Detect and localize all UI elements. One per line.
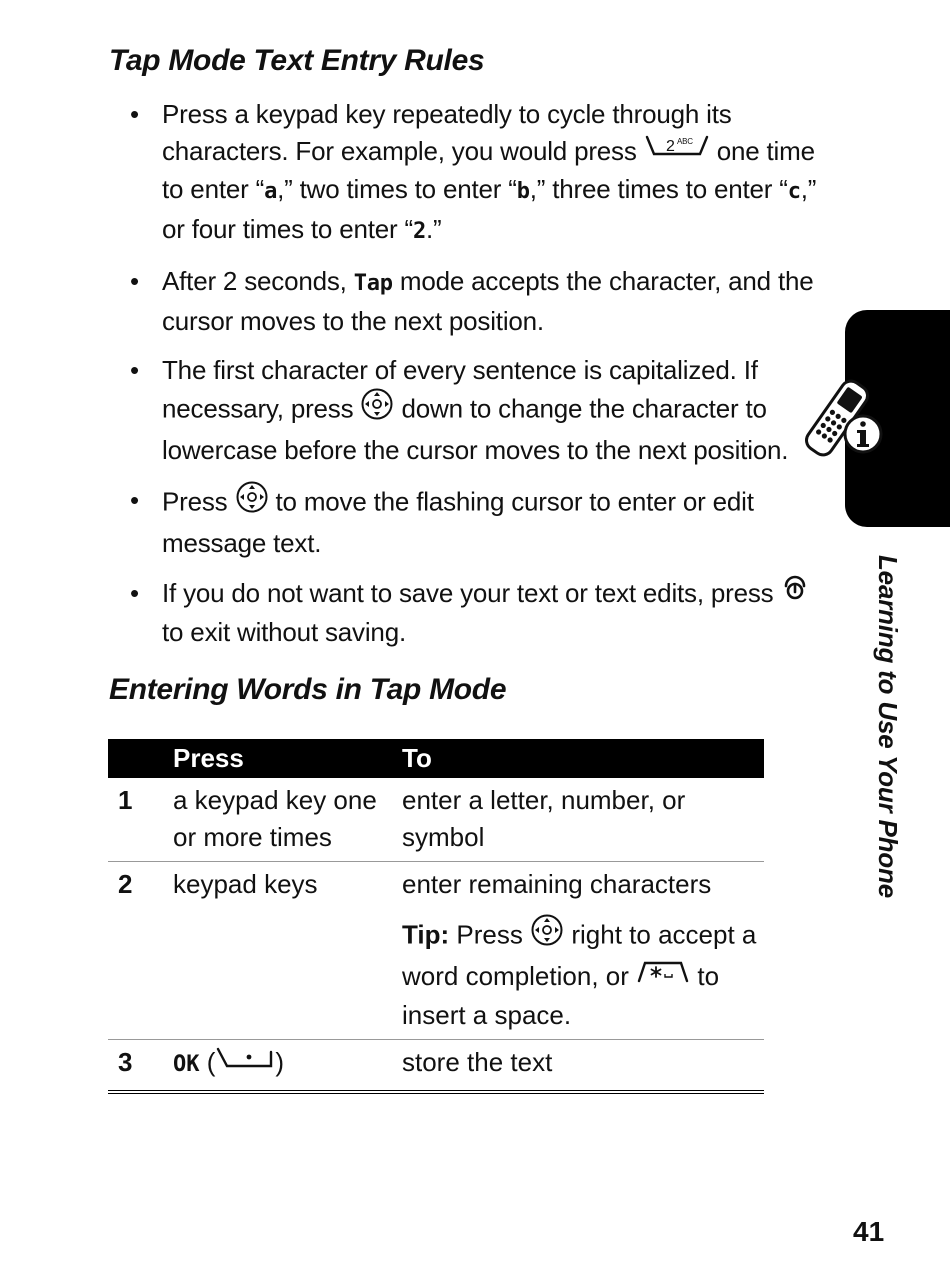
tip-note: Tip: Press right to accept a word completion, or to insert a space. [402, 915, 764, 1034]
table-row [108, 862, 764, 1040]
step-to: enter remaining characters Tip: Press right to accept a word completion, or to insert a space. [402, 862, 764, 1040]
list-item: • After 2 seconds, Tap mode accepts the character, and the cursor moves to the next position. [130, 263, 820, 339]
nav-key-icon [530, 913, 564, 957]
nav-key-icon [360, 387, 394, 431]
list-item: • Press to move the flashing cursor to enter or edit message text. [130, 482, 820, 562]
step-press: OK ( ) [173, 1040, 402, 1092]
steps-table [108, 739, 764, 1094]
phone-info-icon [795, 370, 895, 475]
step-number: 1 [108, 778, 173, 862]
left-soft-key-icon [215, 1044, 275, 1082]
header-to: To [402, 739, 764, 778]
bullet: • [130, 577, 139, 608]
step-press: keypad keys [173, 862, 402, 1040]
tap-rules-list [130, 96, 820, 663]
power-end-key-icon [781, 574, 809, 612]
section-heading-tap-rules: Tap Mode Text Entry Rules [109, 44, 485, 77]
nav-key-icon [235, 480, 269, 524]
list-item: • If you do not want to save your text or text edits, press to exit without saving. [130, 575, 820, 650]
star-key-icon [636, 957, 690, 995]
step-number: 3 [108, 1040, 173, 1092]
step-press: a keypad key one or more times [173, 778, 402, 862]
list-item: • The first character of every sentence is capitalized. If necessary, press down to change the character to lowercase before the cursor moves to the next position. [130, 352, 820, 469]
bullet: • [130, 484, 139, 515]
page-number: 41 [853, 1216, 885, 1247]
table-row [108, 778, 764, 862]
bullet: • [130, 355, 139, 386]
step-to: store the text [402, 1040, 764, 1092]
header-press: Press [173, 739, 402, 778]
bullet: • [130, 266, 139, 297]
chapter-title: Learning to Use Your Phone [873, 555, 903, 898]
svg-text:2: 2 [665, 137, 675, 155]
step-number: 2 [108, 862, 173, 1040]
chapter-tab [845, 310, 950, 527]
key-2-icon [644, 132, 710, 170]
table-header-row [108, 739, 764, 778]
bullet: • [130, 99, 139, 129]
header-num [108, 739, 173, 778]
table-row [108, 1040, 764, 1092]
svg-text:ABC: ABC [676, 136, 693, 146]
step-to: enter a letter, number, or symbol [402, 778, 764, 862]
list-item: • Press a keypad key repeatedly to cycle through its characters. For example, you would press 2 ABC one time to enter “a,” two times to enter “b,” three times to enter “c,” or four times to enter “2.” [130, 96, 820, 250]
section-heading-entering-words: Entering Words in Tap Mode [109, 673, 507, 706]
